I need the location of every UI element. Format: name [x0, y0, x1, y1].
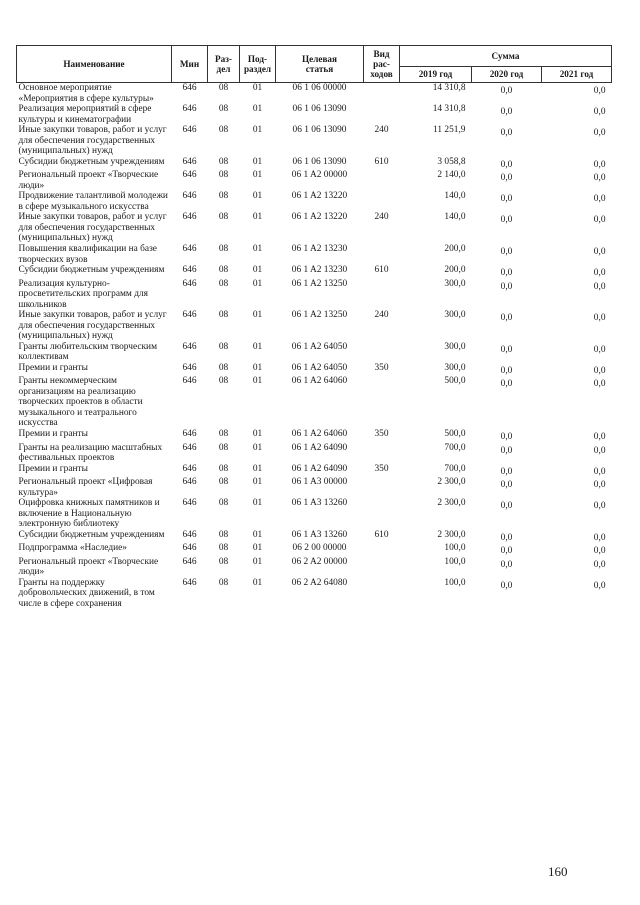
row-sum-2021: 0,0	[593, 173, 606, 184]
row-razdel: 08	[218, 341, 229, 352]
row-sum-2019: 300,0	[444, 310, 466, 321]
row-razdel: 08	[218, 310, 229, 321]
table-row	[17, 464, 612, 478]
header-year-2021: 2021 год	[542, 67, 612, 83]
row-sum-2020: 0,0	[500, 365, 513, 376]
row-ministry: 646	[182, 463, 197, 474]
row-podrazdel: 01	[252, 362, 263, 373]
header-target-article: Целевая статья	[276, 46, 364, 83]
row-expense-type	[364, 443, 400, 464]
row-podrazdel: 01	[252, 125, 263, 136]
row-podrazdel: 01	[252, 477, 263, 488]
row-expense-type	[364, 104, 400, 125]
row-name: Повышения квалификации на базе творческих вузов	[18, 243, 157, 265]
row-name: Премии и гранты	[18, 463, 88, 474]
row-name: Премии и гранты	[18, 429, 88, 439]
row-ministry: 646	[182, 376, 197, 387]
row-name: Региональный проект «Творческие люди»	[18, 556, 159, 578]
row-target-article: 06 1 06 00000	[292, 83, 347, 93]
header-sum: Сумма	[400, 46, 612, 67]
row-target-article: 06 1 A2 13250	[291, 278, 348, 289]
row-sum-2020: 0,0	[500, 159, 513, 170]
table-row	[17, 244, 612, 265]
row-razdel: 08	[218, 170, 229, 181]
row-name: Основное мероприятие «Мероприятия в сфере культуры»	[18, 83, 154, 104]
row-target-article: 06 2 A2 64080	[291, 577, 348, 588]
table-row	[17, 429, 612, 443]
header-razdel: Раз- дел	[208, 46, 240, 83]
row-podrazdel: 01	[252, 310, 263, 321]
row-target-article: 06 1 A2 64090	[291, 442, 348, 453]
row-sum-2021: 0,0	[593, 532, 606, 543]
row-sum-2019: 2 300,0	[437, 498, 466, 509]
row-sum-2019: 300,0	[444, 362, 466, 373]
row-sum-2021: 0,0	[593, 445, 606, 456]
row-sum-2020: 0,0	[500, 580, 513, 591]
row-sum-2019: 2 140,0	[437, 170, 466, 181]
row-target-article: 06 1 A2 13220	[291, 191, 348, 202]
row-expense-type: 610	[374, 529, 389, 540]
row-podrazdel: 01	[252, 556, 263, 567]
row-podrazdel: 01	[252, 577, 263, 588]
row-podrazdel: 01	[252, 191, 263, 202]
row-sum-2021: 0,0	[593, 344, 606, 355]
table-row	[17, 212, 612, 244]
page-number: 160	[548, 864, 568, 879]
row-razdel: 08	[218, 529, 229, 540]
row-name: Оцифровка книжных памятников и включение в Национальную электронную библиотеку	[18, 498, 160, 530]
row-name: Гранты некоммерческим организациям на реализацию творческих проектов в области музыкального и театрального искусства	[18, 376, 143, 429]
budget-table	[16, 45, 612, 610]
row-expense-type: 240	[374, 310, 389, 321]
row-expense-type	[364, 244, 400, 265]
row-name: Региональный проект «Цифровая культура»	[18, 477, 153, 498]
row-podrazdel: 01	[252, 498, 263, 509]
row-podrazdel: 01	[252, 341, 263, 352]
row-expense-type	[364, 498, 400, 530]
row-target-article: 06 1 A2 00000	[291, 170, 348, 181]
row-ministry: 646	[182, 341, 197, 352]
row-sum-2021: 0,0	[593, 501, 606, 512]
row-ministry: 646	[182, 543, 197, 554]
row-sum-2020: 0,0	[500, 379, 513, 390]
row-expense-type	[364, 170, 400, 191]
row-sum-2021: 0,0	[593, 432, 606, 442]
table-row	[17, 342, 612, 363]
row-razdel: 08	[218, 577, 229, 588]
row-target-article: 06 1 A2 64050	[291, 341, 348, 352]
row-name: Подпрограмма «Наследие»	[18, 543, 127, 554]
row-sum-2021: 0,0	[593, 559, 606, 570]
row-sum-2019: 700,0	[444, 463, 466, 474]
row-podrazdel: 01	[252, 463, 263, 474]
row-sum-2021: 0,0	[593, 379, 606, 390]
row-name: Субсидии бюджетным учреждениям	[18, 265, 165, 276]
row-sum-2020: 0,0	[500, 215, 513, 226]
row-sum-2019: 11 251,9	[433, 125, 466, 136]
row-podrazdel: 01	[252, 156, 263, 167]
row-expense-type: 610	[374, 156, 389, 167]
row-razdel: 08	[218, 265, 229, 276]
row-sum-2020: 0,0	[500, 268, 513, 279]
row-expense-type	[364, 578, 400, 610]
table-row	[17, 578, 612, 610]
row-target-article: 06 1 A2 64060	[291, 429, 348, 439]
header-min: Мин	[172, 46, 208, 83]
row-sum-2019: 300,0	[444, 341, 466, 352]
row-ministry: 646	[182, 362, 197, 373]
row-razdel: 08	[218, 556, 229, 567]
row-sum-2019: 2 300,0	[437, 477, 466, 488]
table-row	[17, 543, 612, 557]
row-sum-2020: 0,0	[500, 501, 513, 512]
row-sum-2020: 0,0	[500, 107, 513, 118]
row-razdel: 08	[218, 376, 229, 387]
row-ministry: 646	[182, 156, 197, 167]
row-razdel: 08	[218, 429, 229, 439]
row-sum-2021: 0,0	[593, 268, 606, 279]
row-name: Реализация мероприятий в сфере культуры и кинематографии	[18, 104, 152, 125]
row-razdel: 08	[218, 104, 229, 115]
row-expense-type	[364, 557, 400, 578]
row-podrazdel: 01	[252, 83, 263, 93]
row-expense-type: 350	[374, 463, 389, 474]
row-sum-2021: 0,0	[593, 128, 606, 139]
row-name: Гранты любительским творческим коллективам	[18, 341, 157, 363]
row-sum-2021: 0,0	[593, 215, 606, 226]
row-razdel: 08	[218, 543, 229, 554]
row-sum-2020: 0,0	[500, 532, 513, 543]
row-podrazdel: 01	[252, 543, 263, 554]
row-ministry: 646	[182, 556, 197, 567]
row-sum-2019: 100,0	[444, 556, 466, 567]
row-sum-2019: 14 310,8	[432, 104, 466, 115]
row-target-article: 06 1 A2 13230	[291, 265, 348, 276]
row-target-article: 06 1 A2 13230	[291, 243, 348, 254]
row-sum-2020: 0,0	[500, 344, 513, 355]
row-razdel: 08	[218, 83, 229, 93]
row-ministry: 646	[182, 529, 197, 540]
row-target-article: 06 1 A2 13250	[291, 310, 348, 321]
row-sum-2020: 0,0	[500, 173, 513, 184]
table-row	[17, 443, 612, 464]
row-podrazdel: 01	[252, 212, 263, 223]
table-row	[17, 363, 612, 377]
row-expense-type	[364, 342, 400, 363]
row-expense-type: 350	[374, 429, 389, 439]
row-ministry: 646	[182, 429, 197, 439]
row-podrazdel: 01	[252, 104, 263, 115]
row-expense-type	[364, 477, 400, 498]
table-row	[17, 104, 612, 125]
row-sum-2019: 3 058,8	[437, 156, 466, 167]
row-razdel: 08	[218, 156, 229, 167]
row-sum-2021: 0,0	[593, 86, 606, 96]
row-sum-2021: 0,0	[593, 159, 606, 170]
table-row	[17, 557, 612, 578]
row-target-article: 06 1 A3 00000	[291, 477, 348, 488]
row-ministry: 646	[182, 278, 197, 289]
row-sum-2019: 140,0	[444, 191, 466, 202]
row-ministry: 646	[182, 191, 197, 202]
row-sum-2020: 0,0	[500, 466, 513, 477]
row-name: Иные закупки товаров, работ и услуг для обеспечения государственных (муниципальных) нужд	[18, 310, 167, 342]
row-razdel: 08	[218, 442, 229, 453]
row-sum-2020: 0,0	[500, 559, 513, 570]
row-razdel: 08	[218, 463, 229, 474]
row-sum-2019: 2 300,0	[437, 529, 466, 540]
row-sum-2020: 0,0	[500, 194, 513, 205]
row-expense-type	[364, 376, 400, 429]
row-sum-2020: 0,0	[500, 246, 513, 257]
row-ministry: 646	[182, 265, 197, 276]
header-year-2020: 2020 год	[472, 67, 542, 83]
row-ministry: 646	[182, 125, 197, 136]
row-razdel: 08	[218, 125, 229, 136]
header-name: Наименование	[17, 46, 172, 83]
row-sum-2021: 0,0	[593, 365, 606, 376]
row-ministry: 646	[182, 577, 197, 588]
row-podrazdel: 01	[252, 243, 263, 254]
row-target-article: 06 1 A3 13260	[291, 529, 348, 540]
row-sum-2019: 200,0	[444, 265, 466, 276]
row-expense-type	[364, 543, 400, 557]
header-year-2019: 2019 год	[400, 67, 472, 83]
row-razdel: 08	[218, 498, 229, 509]
row-sum-2021: 0,0	[593, 107, 606, 118]
row-name: Реализация культурно-просветительских программ для школьников	[18, 278, 148, 310]
row-sum-2020: 0,0	[500, 281, 513, 292]
row-razdel: 08	[218, 212, 229, 223]
row-ministry: 646	[182, 170, 197, 181]
row-podrazdel: 01	[252, 529, 263, 540]
row-name: Иные закупки товаров, работ и услуг для обеспечения государственных (муниципальных) нужд	[18, 212, 167, 244]
table-row	[17, 191, 612, 212]
row-sum-2019: 100,0	[444, 577, 466, 588]
budget-table-sheet	[16, 45, 611, 610]
row-razdel: 08	[218, 278, 229, 289]
row-ministry: 646	[182, 310, 197, 321]
row-sum-2019: 500,0	[444, 376, 466, 387]
table-row	[17, 125, 612, 157]
row-sum-2020: 0,0	[500, 480, 513, 491]
row-expense-type: 240	[374, 125, 389, 136]
row-podrazdel: 01	[252, 278, 263, 289]
row-target-article: 06 1 06 13090	[292, 104, 347, 115]
row-sum-2020: 0,0	[500, 432, 513, 442]
header-podrazdel: Под- раздел	[240, 46, 276, 83]
row-sum-2021: 0,0	[593, 281, 606, 292]
row-name: Субсидии бюджетным учреждениям	[18, 529, 165, 540]
row-sum-2021: 0,0	[593, 313, 606, 324]
row-podrazdel: 01	[252, 265, 263, 276]
row-target-article: 06 1 A2 64060	[291, 376, 348, 387]
row-sum-2021: 0,0	[593, 466, 606, 477]
table-row	[17, 279, 612, 311]
row-sum-2019: 100,0	[444, 543, 466, 554]
row-ministry: 646	[182, 442, 197, 453]
row-name: Региональный проект «Творческие люди»	[18, 170, 159, 191]
row-expense-type	[364, 83, 400, 105]
row-expense-type	[364, 279, 400, 311]
row-target-article: 06 1 A2 13220	[291, 212, 348, 223]
row-name: Премии и гранты	[18, 362, 88, 373]
row-podrazdel: 01	[252, 170, 263, 181]
row-sum-2020: 0,0	[500, 313, 513, 324]
table-header	[17, 46, 612, 83]
row-target-article: 06 2 A2 00000	[291, 556, 348, 567]
row-sum-2020: 0,0	[500, 546, 513, 557]
row-sum-2021: 0,0	[593, 480, 606, 491]
row-ministry: 646	[182, 212, 197, 223]
row-name: Субсидии бюджетным учреждениям	[18, 156, 165, 167]
table-row	[17, 477, 612, 498]
table-row	[17, 265, 612, 279]
row-razdel: 08	[218, 477, 229, 488]
row-sum-2020: 0,0	[500, 128, 513, 139]
row-target-article: 06 1 A3 13260	[291, 498, 348, 509]
row-target-article: 06 1 06 13090	[292, 156, 347, 167]
row-expense-type: 610	[374, 265, 389, 276]
row-name: Иные закупки товаров, работ и услуг для обеспечения государственных (муниципальных) нужд	[18, 125, 167, 157]
table-body	[17, 83, 612, 610]
row-sum-2019: 500,0	[444, 429, 466, 439]
row-ministry: 646	[182, 498, 197, 509]
row-expense-type	[364, 191, 400, 212]
row-expense-type: 350	[374, 362, 389, 373]
row-name: Продвижение талантливой молодежи в сфере музыкального искусства	[18, 191, 168, 212]
table-row	[17, 498, 612, 530]
row-ministry: 646	[182, 104, 197, 115]
row-expense-type: 240	[374, 212, 389, 223]
row-name: Гранты на поддержку добровольческих движений, в том числе в сфере сохранения	[18, 577, 155, 609]
row-ministry: 646	[182, 83, 197, 93]
row-name: Гранты на реализацию масштабных фестивальных проектов	[18, 442, 163, 464]
row-target-article: 06 1 A2 64090	[291, 463, 348, 474]
header-expense-type: Вид рас- ходов	[364, 46, 400, 83]
row-sum-2021: 0,0	[593, 194, 606, 205]
row-razdel: 08	[218, 191, 229, 202]
table-row	[17, 83, 612, 105]
row-sum-2020: 0,0	[500, 445, 513, 456]
row-target-article: 06 2 00 00000	[292, 543, 347, 554]
row-sum-2021: 0,0	[593, 546, 606, 557]
table-row	[17, 157, 612, 171]
row-sum-2021: 0,0	[593, 580, 606, 591]
row-sum-2019: 140,0	[444, 212, 466, 223]
table-row	[17, 170, 612, 191]
row-sum-2020: 0,0	[500, 86, 513, 96]
row-ministry: 646	[182, 243, 197, 254]
row-ministry: 646	[182, 477, 197, 488]
row-razdel: 08	[218, 362, 229, 373]
row-target-article: 06 1 A2 64050	[291, 362, 348, 373]
row-podrazdel: 01	[252, 442, 263, 453]
row-sum-2021: 0,0	[593, 246, 606, 257]
table-row	[17, 376, 612, 429]
row-sum-2019: 200,0	[444, 243, 466, 254]
row-podrazdel: 01	[252, 429, 263, 439]
row-target-article: 06 1 06 13090	[292, 125, 347, 136]
table-row	[17, 310, 612, 342]
row-sum-2019: 14 310,8	[432, 83, 466, 93]
row-podrazdel: 01	[252, 376, 263, 387]
row-razdel: 08	[218, 243, 229, 254]
row-sum-2019: 700,0	[444, 442, 466, 453]
table-row	[17, 530, 612, 544]
row-sum-2019: 300,0	[444, 278, 466, 289]
